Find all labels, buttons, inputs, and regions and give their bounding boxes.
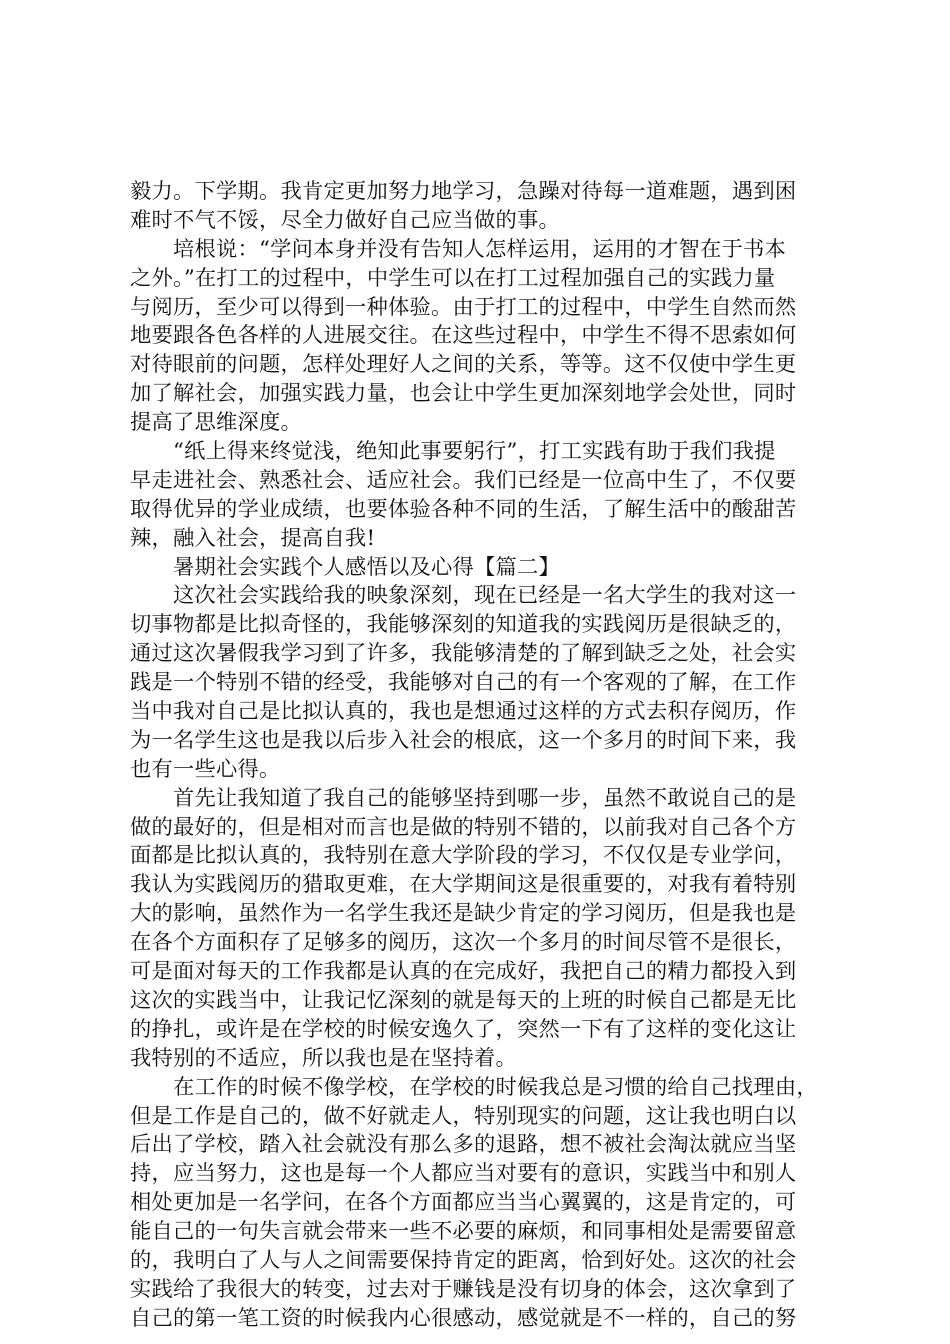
- text-line: 这次社会实践给我的映象深刻，现在已经是一名大学生的我对这一: [173, 583, 797, 609]
- text-line: 自己的第一笔工资的时候我内心很感动，感觉就是不一样的，自己的努: [130, 1305, 797, 1331]
- text-line: 首先让我知道了我自己的能够坚持到哪一步，虽然不敢说自己的是: [173, 785, 797, 811]
- text-line: 之外。”在打工的过程中，中学生可以在打工过程加强自己的实践力量: [130, 265, 776, 291]
- text-line: 当中我对自己是比拟认真的，我也是想通过这样的方式去积存阅历，作: [130, 699, 797, 725]
- text-line: 毅力。下学期。我肯定更加努力地学习，急躁对待每一道难题，遇到困: [130, 179, 797, 204]
- text-line: 践是一个特别不错的经受，我能够对自己的有一个客观的了解，在工作: [130, 670, 797, 696]
- text-line: 也有一些心得。: [130, 756, 281, 782]
- text-line: 辣，融入社会，提高自我!: [130, 525, 376, 551]
- text-line: 培根说：“学问本身并没有告知人怎样运用，运用的才智在于书本: [173, 236, 787, 262]
- text-line: 切事物都是比拟奇怪的，我能够深刻的知道我的实践阅历是很缺乏的，: [130, 612, 797, 638]
- text-line: 与阅历，至少可以得到一种体验。由于打工的过程中，中学生自然而然: [130, 294, 797, 320]
- text-line: 做的最好的，但是相对而言也是做的特别不错的，以前我对自己各个方: [130, 814, 797, 840]
- text-line: 的挣扎，或许是在学校的时候安逸久了，突然一下有了这样的变化这让: [130, 1016, 797, 1042]
- text-line: 早走进社会、熟悉社会、适应社会。我们已经是一位高中生了，不仅要: [130, 467, 797, 493]
- text-line: 面都是比拟认真的，我特别在意大学阶段的学习，不仅仅是专业学问，: [130, 843, 797, 869]
- text-line: 对待眼前的问题，怎样处理好人之间的关系，等等。这不仅使中学生更: [130, 352, 797, 378]
- text-line: 难时不气不馁，尽全力做好自己应当做的事。: [130, 207, 560, 233]
- text-line: 相处更加是一名学问，在各个方面都应当当心翼翼的，这是肯定的，可: [130, 1190, 797, 1216]
- text-line: 但是工作是自己的，做不好就走人，特别现实的问题，这让我也明白以: [130, 1103, 797, 1129]
- text-line: 取得优异的学业成绩，也要体验各种不同的生活，了解生活中的酸甜苦: [130, 496, 797, 522]
- text-line: “纸上得来终觉浅，绝知此事要躬行”，打工实践有助于我们我提: [173, 439, 776, 465]
- section-heading: 暑期社会实践个人感悟以及心得【篇二】: [173, 554, 560, 580]
- text-line: 我特别的不适应，所以我也是在坚持着。: [130, 1045, 517, 1071]
- text-line: 的，我明白了人与人之间需要保持肯定的距离，恰到好处。这次的社会: [130, 1247, 797, 1273]
- text-line: 这次的实践当中，让我记忆深刻的就是每天的上班的时候自己都是无比: [130, 987, 797, 1013]
- text-line: 在各个方面积存了足够多的阅历，这次一个多月的时间尽管不是很长，: [130, 930, 797, 956]
- text-line: 能自己的一句失言就会带来一些不必要的麻烦，和同事相处是需要留意: [130, 1219, 797, 1245]
- text-line: 加了解社会，加强实践力量，也会让中学生更加深刻地学会处世，同时: [130, 381, 797, 407]
- text-line: 持，应当努力，这也是每一个人都应当对要有的意识，实践当中和别人: [130, 1161, 797, 1187]
- text-line: 地要跟各色各样的人进展交往。在这些过程中，中学生不得不思索如何: [130, 323, 797, 349]
- text-line: 后出了学校，踏入社会就没有那么多的退路，想不被社会淘汰就应当坚: [130, 1132, 797, 1158]
- text-line: 可是面对每天的工作我都是认真的在完成好，我把自己的精力都投入到: [130, 959, 797, 985]
- text-line: 大的影响，虽然作为一名学生我还是缺少肯定的学习阅历，但是我也是: [130, 901, 797, 927]
- text-line: 为一名学生这也是我以后步入社会的根底，这一个多月的时间下来，我: [130, 727, 797, 753]
- text-line: 提高了思维深度。: [130, 410, 302, 436]
- text-line: 通过这次暑假我学习到了许多，我能够清楚的了解到缺乏之处，社会实: [130, 641, 797, 667]
- text-line: 实践给了我很大的转变，过去对于赚钱是没有切身的体会，这次拿到了: [130, 1276, 797, 1302]
- document-page: [130, 178, 830, 1334]
- text-line: 我认为实践阅历的猎取更难，在大学期间这是很重要的，对我有着特别: [130, 872, 797, 898]
- text-line: 在工作的时候不像学校，在学校的时候我总是习惯的给自己找理由，: [173, 1074, 818, 1100]
